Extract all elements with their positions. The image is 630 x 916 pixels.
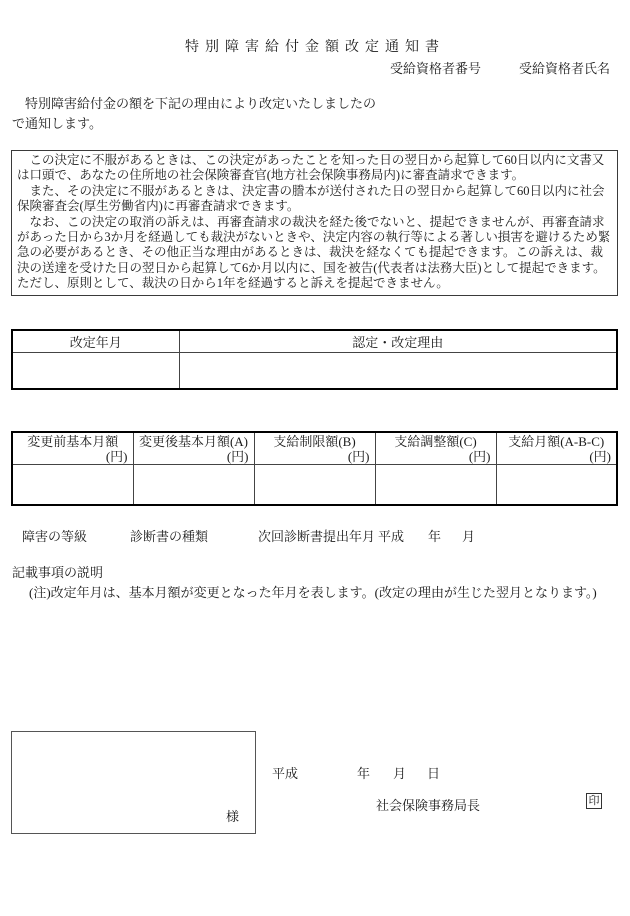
date-era-label: 平成	[272, 766, 299, 781]
addressee-box	[11, 731, 256, 834]
intro-line-1: 特別障害給付金の額を下記の理由により改定いたしましたの	[12, 96, 377, 111]
header-unit-yen: (円)	[347, 449, 370, 464]
header-unit-yen: (円)	[589, 449, 611, 464]
appeal-paragraph-2: また、その決定に不服があるときは、決定書の謄本が送付された日の翌日から起算して60日以内に社会保険審査会(厚生労働省内)に再審査請求できます。	[17, 183, 605, 214]
notes-section-heading: 記載事項の説明	[12, 565, 104, 580]
appeal-paragraph-1: この決定に不服があるときは、この決定があったことを知った日の翌日から起算して60日以内に文書又は口頭で、あなたの住所地の社会保険審査官(地方社会保険事務局内)に審査請求できます。	[17, 153, 605, 183]
addressee-honorific: 様	[225, 809, 239, 824]
header-unit-yen: (円)	[105, 449, 128, 464]
revision-year-month-cell	[12, 352, 179, 389]
recipient-id-row	[0, 58, 630, 76]
amount-before-cell	[12, 465, 133, 505]
issue-date-line	[0, 763, 630, 781]
header-label: 支給制限額(B)	[273, 434, 356, 449]
next-certificate-submission-label: 次回診断書提出年月	[258, 529, 376, 544]
monthly-payment-header	[496, 432, 617, 465]
year-label: 年	[428, 529, 442, 544]
disability-info-line	[0, 526, 630, 544]
monthly-payment-cell	[496, 465, 617, 505]
table-header-row	[12, 330, 617, 352]
page-title: 特別障害給付金額改定通知書	[185, 40, 445, 55]
revision-reason-header: 認定・改定理由	[179, 330, 617, 352]
header-label: 変更後基本月額(A)	[138, 434, 249, 449]
amount-after-header	[133, 432, 254, 465]
table-header-row	[12, 432, 617, 465]
date-year-label: 年	[357, 766, 371, 781]
payment-adjustment-header	[375, 432, 496, 465]
appeal-paragraph-3: なお、この決定の取消の訴えは、再審査請求の裁決を経た後でないと、提起できませんが、再審査請求があった日から3か月を経過しても裁決がないときや、決定内容の執行等による著しい損害を避けるため緊急の必要があるとき、その他正当な理由があるときは、裁決を経なくても提起できます。この訴えは、裁決の送達を受けた日の翌日から起算して6か月以内に、国を被告(代表者は法務大臣)として提起できます。ただし、原則として、裁決の日から1年を経過すると訴えを提起できません。	[17, 214, 611, 291]
payment-limit-cell	[254, 465, 375, 505]
header-unit-yen: (円)	[226, 449, 249, 464]
issuer-title: 社会保険事務局長	[376, 798, 481, 813]
revision-reason-table	[11, 329, 618, 390]
table-row	[12, 465, 617, 505]
notes-item-1: (注)改定年月は、基本月額が変更となった年月を表します。(改定の理由が生じた翌月となります。)	[29, 585, 597, 600]
revision-year-month-header: 改定年月	[12, 330, 179, 352]
table-row	[12, 352, 617, 389]
revision-reason-cell	[179, 352, 617, 389]
header-label: 支給月額(A-B-C)	[508, 434, 605, 449]
amount-before-header	[12, 432, 133, 465]
intro-paragraph	[12, 94, 442, 133]
recipient-name-label: 受給資格者氏名	[519, 61, 611, 76]
payment-limit-header	[254, 432, 375, 465]
monthly-amount-table	[11, 431, 618, 506]
intro-line-2: で通知します。	[12, 115, 102, 131]
month-label: 月	[462, 529, 476, 544]
header-label: 支給調整額(C)	[394, 434, 477, 449]
certificate-type-label: 診断書の種類	[130, 529, 209, 544]
header-unit-yen: (円)	[468, 449, 491, 464]
disability-grade-label: 障害の等級	[22, 529, 88, 544]
payment-adjustment-cell	[375, 465, 496, 505]
amount-after-cell	[133, 465, 254, 505]
appeal-rights-notice-box	[11, 150, 618, 296]
seal-mark: 印	[586, 793, 602, 809]
header-label: 変更前基本月額	[27, 434, 119, 449]
date-day-label: 日	[427, 766, 441, 781]
era-heisei-label: 平成	[378, 529, 405, 544]
recipient-number-label: 受給資格者番号	[390, 61, 482, 76]
date-month-label: 月	[393, 766, 407, 781]
